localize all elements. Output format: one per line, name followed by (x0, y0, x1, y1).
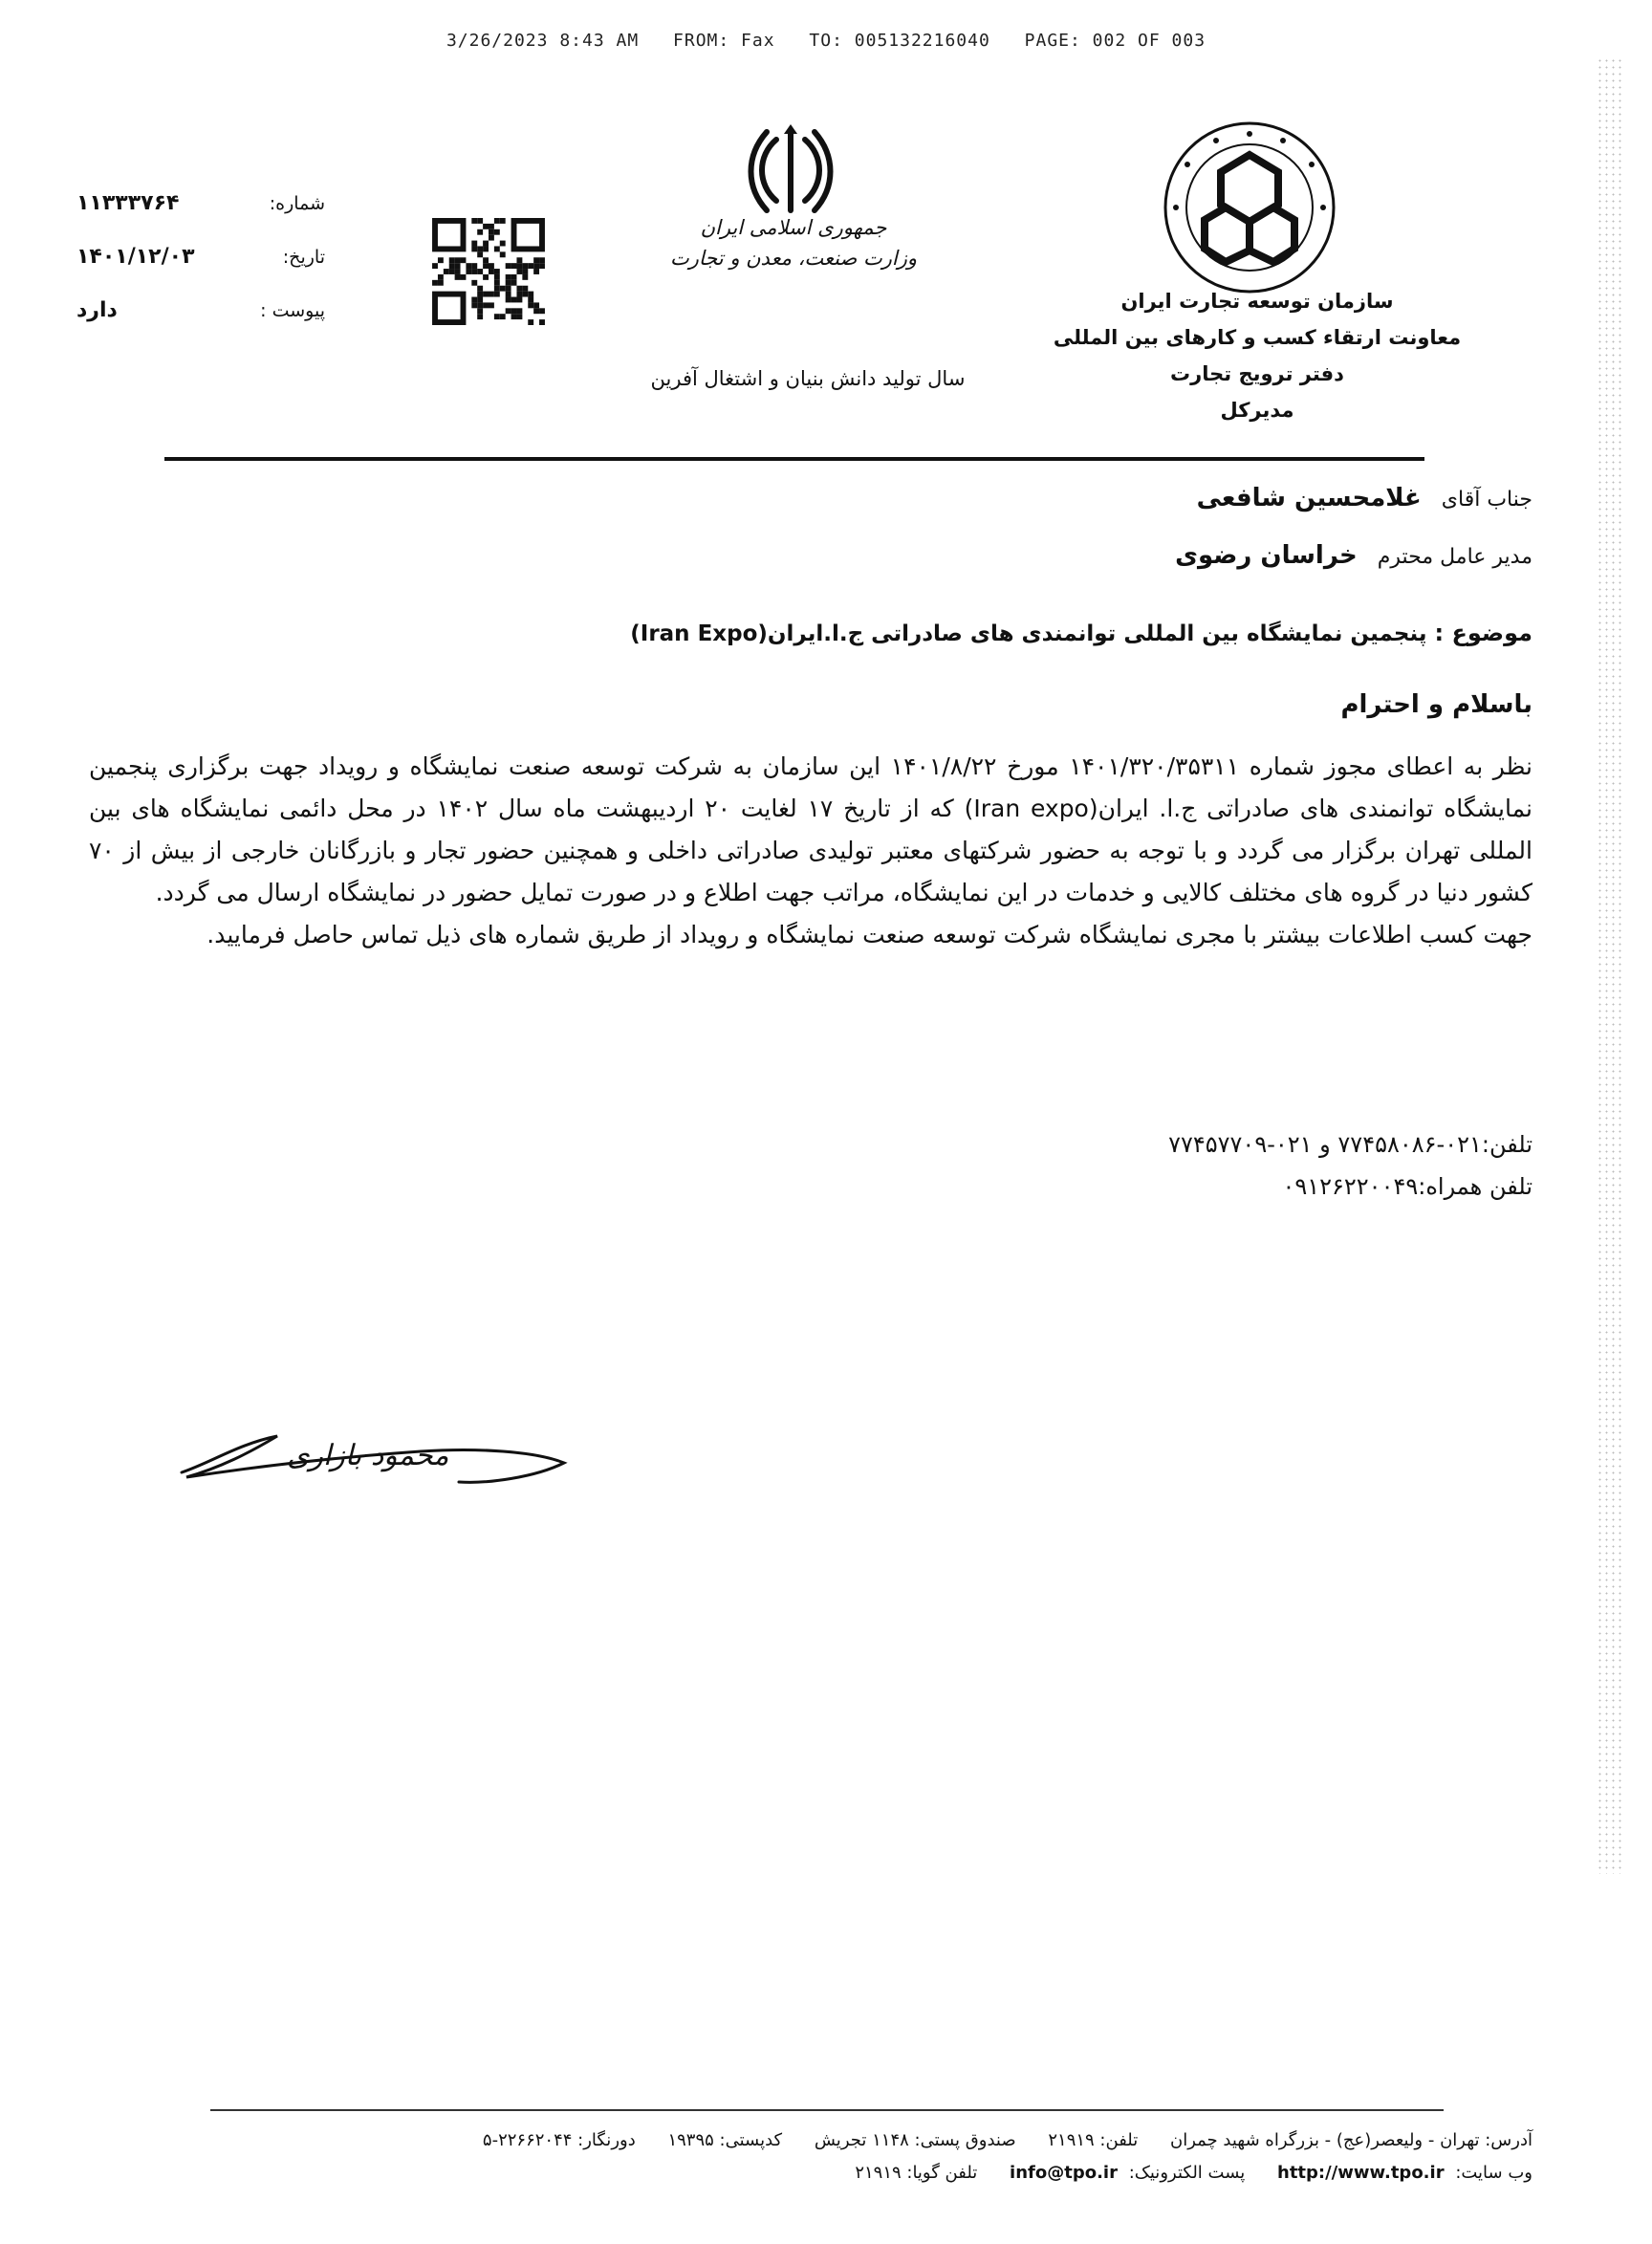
fax-header (0, 31, 1652, 51)
signatory-name: محمود بازاری (287, 1439, 449, 1472)
meta-number-row (76, 177, 325, 230)
footer-phone: تلفن: ۲۱۹۱۹ (1048, 2130, 1139, 2150)
gov-line-2: وزارت صنعت، معدن و تجارت (669, 247, 918, 270)
footer-voice-phone: تلفن گویا: ۲۱۹۱۹ (855, 2163, 978, 2183)
recipient-title: مدیر عامل محترم (1377, 545, 1532, 569)
meta-number-label: شماره: (269, 193, 325, 214)
footer-email-label: پست الکترونیک: (1128, 2163, 1246, 2183)
footer-divider (210, 2109, 1444, 2111)
meta-date-value: ۱۴۰۱/۱۲/۰۳ (76, 245, 195, 269)
meta-date-label: تاریخ: (282, 247, 325, 268)
letter-footer (41, 2124, 1532, 2190)
recipient-region: خراسان رضوی (1175, 541, 1358, 570)
meta-attachment-label: پیوست : (260, 300, 325, 321)
meta-date-row (76, 230, 325, 284)
footer-po-box: صندوق پستی: ۱۱۴۸ تجریش (814, 2130, 1016, 2150)
phone-line: تلفن:۰۲۱-۷۷۴۵۸۰۸۶ و ۰۲۱-۷۷۴۵۷۷۰۹ (1168, 1131, 1532, 1158)
letter-meta (76, 177, 325, 338)
fax-datetime: 3/26/2023 8:43 AM (446, 31, 640, 51)
footer-address: آدرس: تهران - ولیعصر(عج) - بزرگراه شهید چمران (1170, 2130, 1532, 2150)
org-line-3: دفتر ترویج تجارت (1170, 362, 1344, 385)
meta-attachment-row (76, 284, 325, 338)
fax-edge-noise (1597, 57, 1623, 1874)
recipient-title-line (576, 541, 1532, 570)
footer-postal-code: کدپستی: ۱۹۳۹۵ (667, 2130, 783, 2150)
fax-from: FROM: Fax (673, 31, 775, 51)
recipient-salutation: جناب آقای (1441, 488, 1532, 512)
footer-fax: دورنگار: ۲۲۶۶۲۰۴۴-۵ (482, 2130, 636, 2150)
meta-number-value: ۱۱۳۳۳۷۶۴ (76, 191, 180, 215)
body-paragraph-1: نظر به اعطای مجوز شماره ۱۴۰۱/۳۲۰/۳۵۳۱۱ مورخ ۱۴۰۱/۸/۲۲ این سازمان به شرکت توسعه صنعت نمایشگاه و رویداد جهت برگزاری پنجمین نمایشگاه توانمندی های صادراتی ج.ا. ایران(Iran expo) که از تاریخ ۱۷ لغایت ۲۰ اردیبهشت ماه سال ۱۴۰۲ در محل دائمی نمایشگاه های بین المللی تهران برگزار می گردد و با توجه به حضور شرکتهای معتبر تولیدی صادراتی داخلی و همچنین حضور تجار و بازرگانان خارجی از بیش از ۷۰ کشور دنیا در گروه های مختلف کالایی و خدمات در این نمایشگاه، مراتب جهت اطلاع و در صورت تمایل حضور در نمایشگاه ارسال می گردد. (89, 752, 1532, 906)
fax-page: PAGE: 002 OF 003 (1024, 31, 1206, 51)
tpo-logo-icon (1159, 117, 1340, 298)
government-header (631, 212, 956, 273)
iran-emblem-icon (748, 122, 834, 218)
mobile-line: تلفن همراه:۰۹۱۲۶۲۲۰۰۴۹ (1282, 1173, 1532, 1200)
greeting: باسلام و احترام (1340, 690, 1532, 719)
footer-line-2 (41, 2157, 1532, 2190)
footer-line-1 (41, 2124, 1532, 2157)
org-line-4: مدیرکل (1220, 399, 1294, 422)
subject-text: پنجمین نمایشگاه بین المللی توانمندی های صادراتی ج.ا.ایران(Iran Expo) (630, 621, 1427, 646)
org-line-2: معاونت ارتقاء کسب و کارهای بین المللی (1053, 326, 1462, 349)
footer-website: http://www.tpo.ir (1277, 2163, 1445, 2183)
gov-line-1: جمهوری اسلامی ایران (700, 216, 887, 239)
footer-email: info@tpo.ir (1010, 2163, 1118, 2183)
organization-header (1052, 283, 1463, 428)
header-divider (164, 457, 1424, 461)
letter-body (89, 746, 1532, 956)
subject-label: موضوع : (1434, 620, 1532, 646)
year-slogan: سال تولید دانش بنیان و اشتغال آفرین (650, 367, 966, 390)
footer-website-label: وب سایت: (1455, 2163, 1532, 2183)
org-line-1: سازمان توسعه تجارت ایران (1120, 290, 1394, 313)
recipient-name: غلامحسین شافعی (1196, 484, 1422, 512)
fax-to: TO: 005132216040 (809, 31, 990, 51)
contact-phones (1168, 1123, 1532, 1208)
subject-line (98, 620, 1532, 646)
recipient-name-line (576, 484, 1532, 512)
meta-attachment-value: دارد (76, 298, 118, 322)
qr-code-icon (432, 218, 545, 325)
body-paragraph-2: جهت کسب اطلاعات بیشتر با مجری نمایشگاه شرکت توسعه صنعت نمایشگاه و رویداد از طریق شماره های ذیل تماس حاصل فرمایید. (206, 921, 1532, 948)
